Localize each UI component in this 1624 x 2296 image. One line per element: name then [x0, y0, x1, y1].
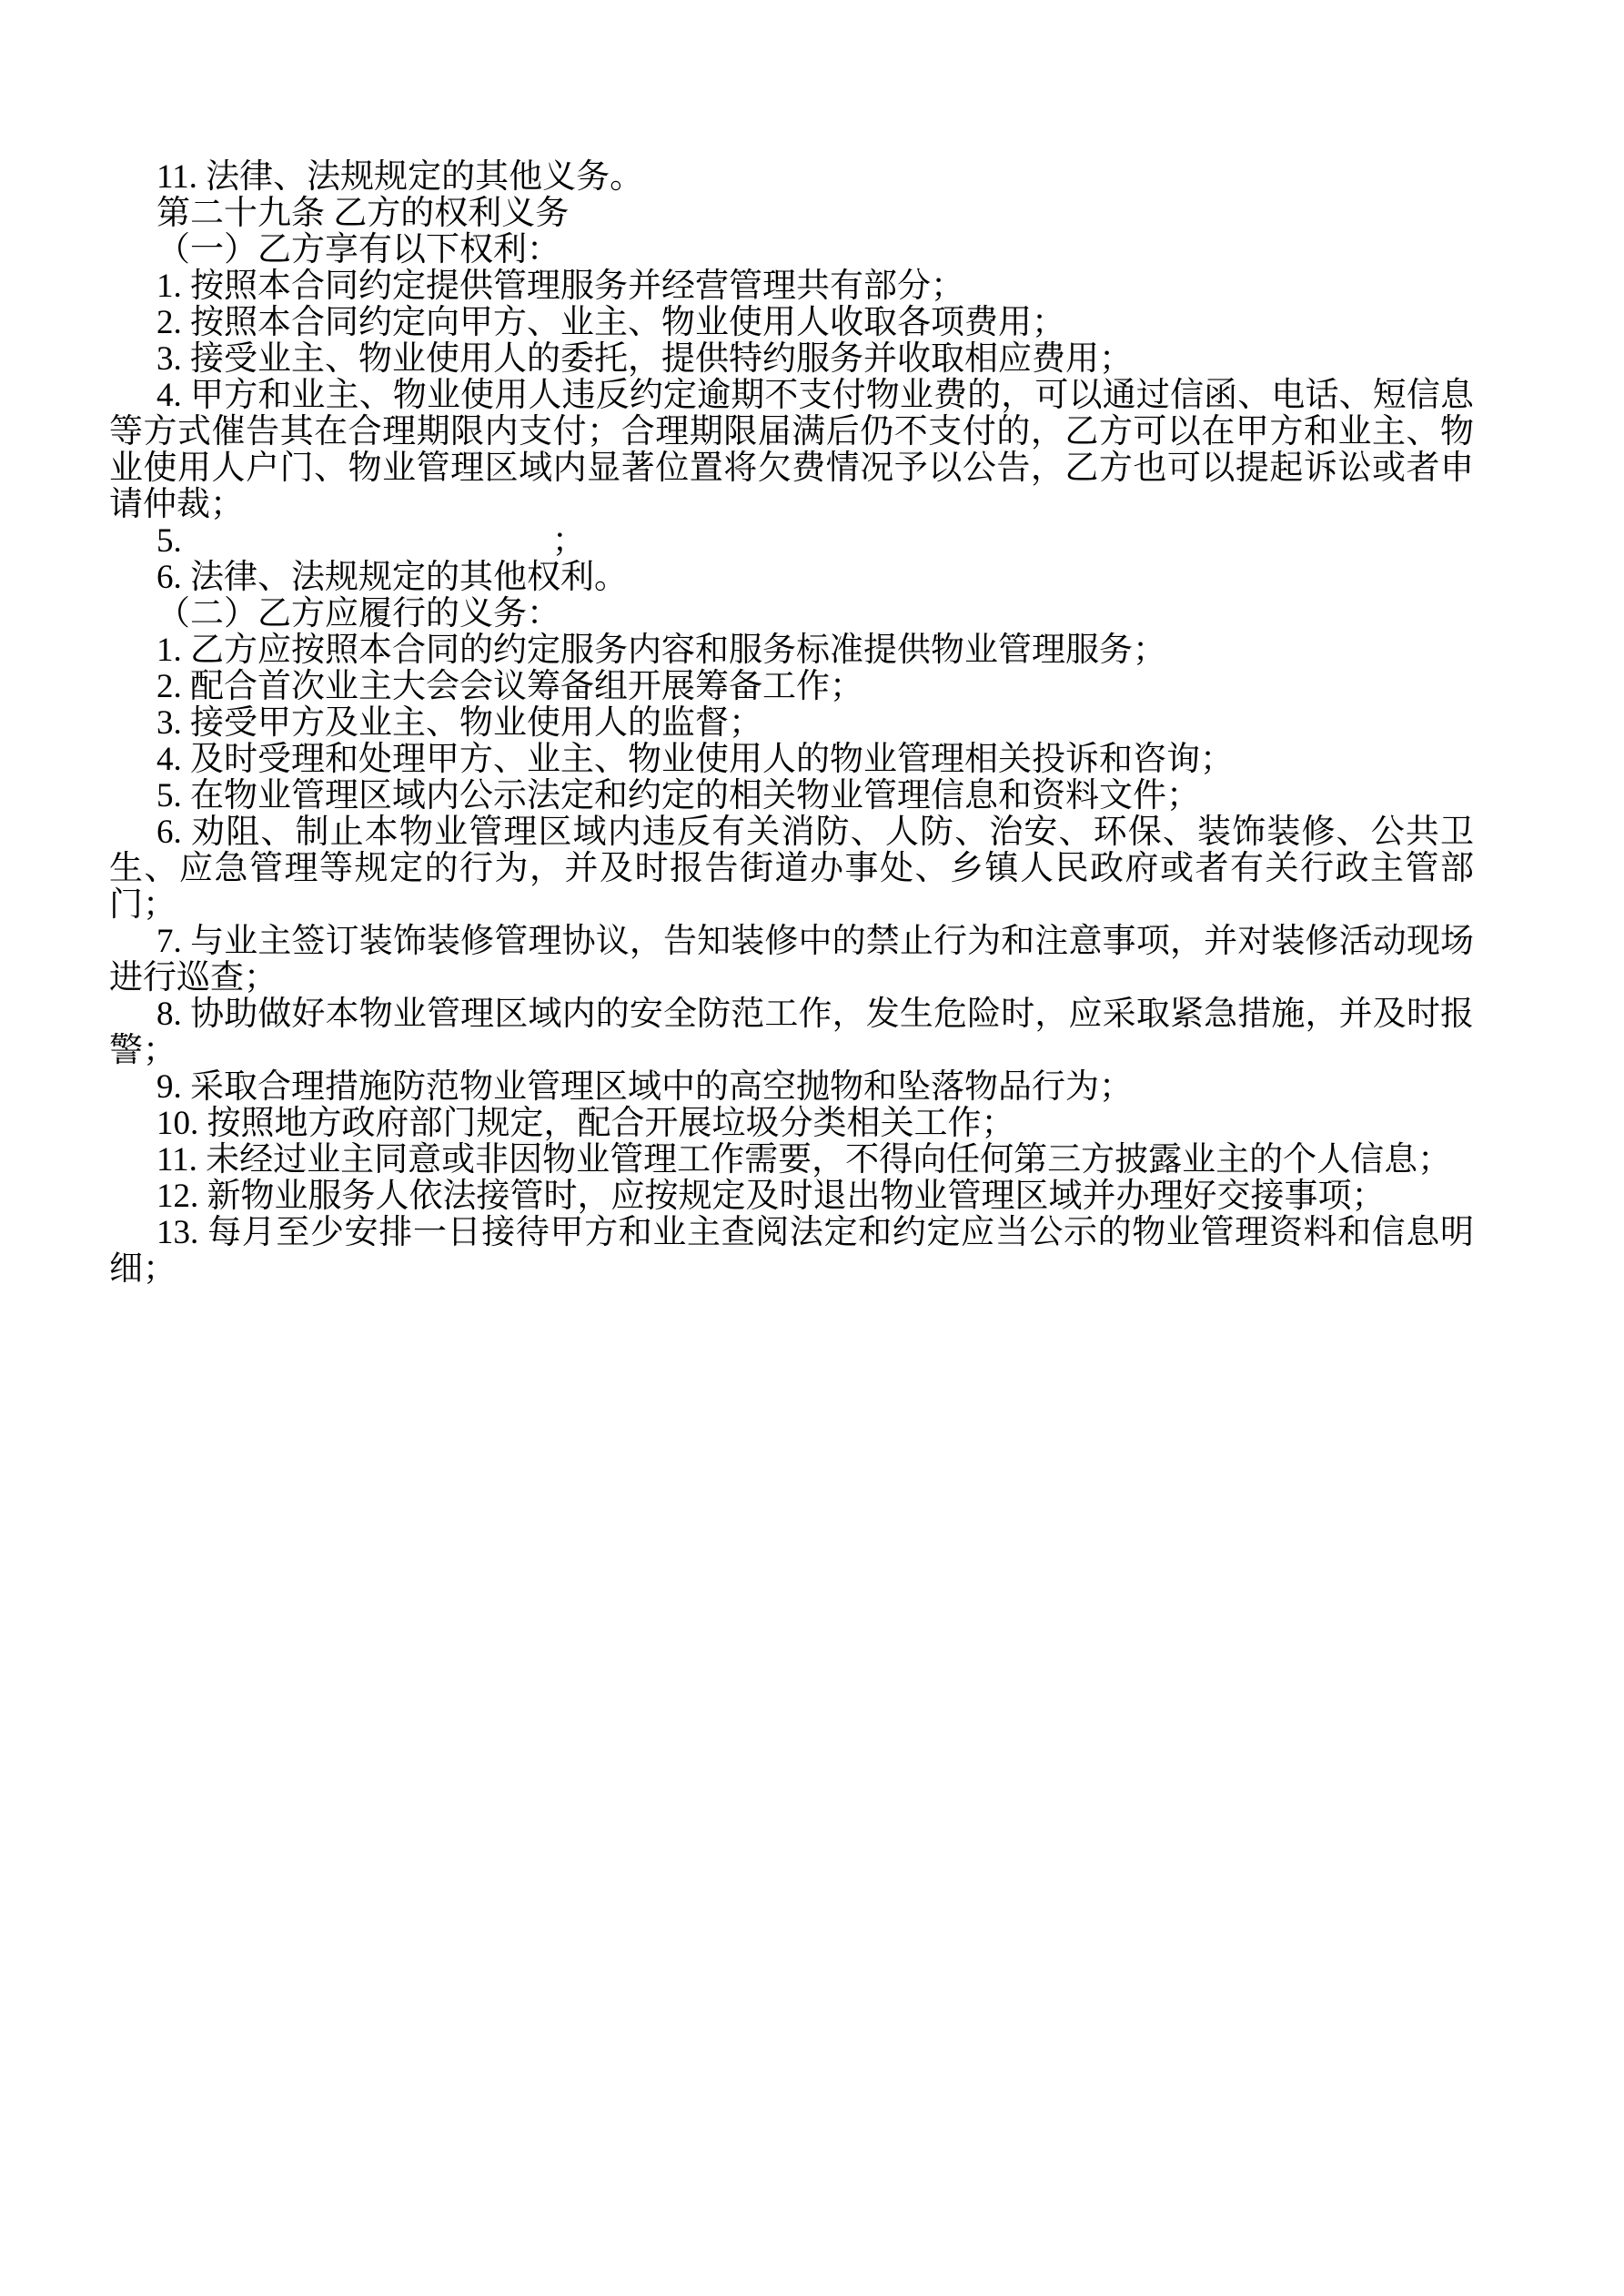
duty-item-10: 10. 按照地方政府部门规定，配合开展垃圾分类相关工作； — [156, 1105, 1015, 1142]
article-29-heading: 第二十九条 乙方的权利义务 — [156, 195, 570, 232]
rights-section-heading: （一）乙方享有以下权利： — [156, 231, 560, 268]
duty-item-4: 4. 及时受理和处理甲方、业主、物业使用人的物业管理相关投诉和咨询； — [156, 741, 1234, 778]
duty-item-6: 6. 劝阻、制止本物业管理区域内违反有关消防、人防、治安、环保、装饰装修、公共卫生、应急管理等规定的行为，并及时报告街道办事处、乡镇人民政府或者有关行政主管部门； — [109, 814, 1474, 924]
duty-item-5: 5. 在物业管理区域内公示法定和约定的相关物业管理信息和资料文件； — [156, 777, 1200, 814]
right-item-4: 4. 甲方和业主、物业使用人违反约定逾期不支付物业费的，可以通过信函、电话、短信息等方式催告其在合理期限内支付；合理期限届满后仍不支付的，乙方可以在甲方和业主、物业使用人户门、物业管理区域内显著位置将欠费情况予以公告，乙方也可以提起诉讼或者申请仲裁； — [109, 377, 1474, 523]
right-item-6: 6. 法律、法规规定的其他权利。 — [156, 559, 628, 596]
duty-item-8: 8. 协助做好本物业管理区域内的安全防范工作，发生危险时，应采取紧急措施，并及时报警； — [109, 996, 1474, 1069]
duty-item-2: 2. 配合首次业主大会会议筹备组开展筹备工作； — [156, 668, 863, 705]
duty-item-7: 7. 与业主签订装饰装修管理协议，告知装修中的禁止行为和注意事项，并对装修活动现场进行巡查； — [109, 923, 1474, 996]
duty-item-11: 11. 未经过业主同意或非因物业管理工作需要，不得向任何第三方披露业主的个人信息； — [156, 1141, 1452, 1178]
duty-item-3: 3. 接受甲方及业主、物业使用人的监督； — [156, 704, 762, 742]
duties-section-heading: （二）乙方应履行的义务： — [156, 595, 560, 632]
prior-obligation-item-11: 11. 法律、法规规定的其他义务。 — [156, 158, 644, 196]
duty-item-12: 12. 新物业服务人依法接管时，应按规定及时退出物业管理区域并办理好交接事项； — [156, 1178, 1386, 1215]
right-item-2: 2. 按照本合同约定向甲方、业主、物业使用人收取各项费用； — [156, 304, 1065, 341]
right-item-1: 1. 按照本合同约定提供管理服务并经营管理共有部分； — [156, 268, 964, 305]
duty-item-13: 13. 每月至少安排一日接待甲方和业主查阅法定和约定应当公示的物业管理资料和信息明细； — [109, 1214, 1474, 1288]
right-item-5-blank: 5. ； — [156, 522, 586, 560]
duty-item-1: 1. 乙方应按照本合同的约定服务内容和服务标准提供物业管理服务； — [156, 632, 1166, 669]
duty-item-9: 9. 采取合理措施防范物业管理区域中的高空抛物和坠落物品行为； — [156, 1068, 1133, 1106]
right-item-3: 3. 接受业主、物业使用人的委托，提供特约服务并收取相应费用； — [156, 340, 1133, 378]
